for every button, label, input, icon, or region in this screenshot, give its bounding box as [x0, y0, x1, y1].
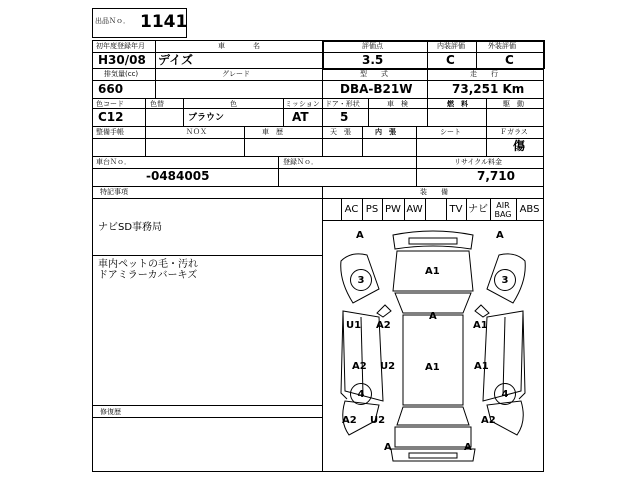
header-score: 評価点	[362, 42, 383, 50]
equip-airbag: AIR BAG	[494, 201, 512, 219]
equip-pw: PW	[385, 204, 401, 215]
header-car-name: 車 名	[218, 42, 260, 50]
damage-rear-a2-right: A2	[481, 415, 496, 426]
value-transmission: AT	[292, 110, 309, 124]
value-model: DBA-B21W	[340, 82, 413, 96]
damage-rear-a2-left: A2	[342, 415, 357, 426]
damage-door-rl-u2: U2	[380, 361, 396, 372]
damage-door-rl-a2: A2	[352, 361, 367, 372]
header-exterior: 外装評価	[488, 42, 516, 50]
equip-aw: AW	[406, 204, 423, 215]
header-inspection: 車 検	[387, 100, 408, 108]
header-model: 型 式	[360, 70, 388, 78]
equip-ps: PS	[365, 204, 379, 215]
value-color-code: C12	[98, 110, 124, 124]
value-interior: C	[446, 53, 455, 67]
value-door: 5	[340, 110, 349, 124]
header-notes: 特記事項	[100, 188, 128, 196]
header-f-glass: Ｆガラス	[500, 128, 528, 136]
car-diagram	[323, 221, 543, 471]
value-color: ブラウン	[188, 113, 225, 123]
damage-rear-center: A1	[425, 362, 440, 373]
value-score: 3.5	[362, 53, 384, 67]
damage-rear-right: 4	[494, 383, 516, 405]
value-f-glass: 傷	[513, 139, 526, 153]
note-line-3: ドアミラーカバーキズ	[98, 270, 198, 281]
damage-rear-left: 4	[350, 383, 372, 405]
header-door: ドア・形状	[325, 100, 360, 108]
header-recycle: リサイクル料金	[454, 158, 503, 166]
listing-number: 1141	[140, 12, 188, 32]
damage-fender-right: 3	[494, 269, 516, 291]
equip-navi: ナビ	[468, 204, 488, 215]
header-sunroof: 天 張	[330, 128, 351, 136]
header-year: 初年度登録年月	[96, 42, 145, 50]
value-recycle: 7,710	[477, 169, 515, 183]
value-chassis: -0484005	[146, 169, 210, 183]
damage-rear-u2: U2	[370, 415, 386, 426]
damage-door-fl-a2: A2	[376, 320, 391, 331]
value-exterior: C	[505, 53, 514, 67]
header-interior-trim: 内 張	[375, 128, 396, 136]
damage-bottom-right: A	[464, 442, 472, 453]
damage-hood: A1	[425, 266, 440, 277]
header-equipment: 装 備	[420, 188, 448, 196]
header-grade: グレード	[222, 70, 250, 78]
damage-front-left: A	[356, 230, 364, 241]
header-displacement: 排気量(cc)	[104, 70, 139, 78]
value-car-name: デイズ	[158, 53, 194, 67]
header-history: 車 歴	[262, 128, 283, 136]
header-color-code: 色コード	[96, 100, 124, 108]
header-registration: 登録Ｎｏ．	[283, 158, 318, 166]
damage-front-right: A	[496, 230, 504, 241]
damage-roof: A	[429, 311, 437, 322]
header-nox: ＮＯＸ	[186, 128, 207, 136]
damage-door-fl-u1: U1	[346, 320, 362, 331]
listing-label: 出品Ｎｏ．	[95, 17, 130, 25]
value-displacement: 660	[98, 82, 124, 96]
header-transmission: ミッション	[285, 100, 320, 108]
damage-fender-left: 3	[350, 269, 372, 291]
header-fuel: 燃 料	[447, 100, 468, 108]
damage-bottom-left: A	[384, 442, 392, 453]
header-seat: シート	[440, 128, 461, 136]
header-color: 色	[230, 100, 237, 108]
header-maintenance: 整備手帳	[96, 128, 124, 136]
equip-ac: AC	[344, 204, 359, 215]
value-year: H30/08	[98, 53, 146, 67]
header-color-swatch: 色替	[150, 100, 164, 108]
header-repair: 修復歴	[100, 408, 121, 416]
header-chassis: 車台Ｎｏ．	[96, 158, 131, 166]
damage-door-fr-a1: A1	[473, 320, 488, 331]
equip-tv: TV	[449, 204, 463, 215]
header-interior: 内装評価	[437, 42, 465, 50]
damage-door-rr-a1: A1	[474, 361, 489, 372]
note-line-2: 車内ペットの毛・汚れ	[98, 259, 198, 270]
value-mileage: 73,251 Km	[452, 82, 525, 96]
equip-abs: ABS	[519, 204, 540, 215]
note-line-1: ナビSD事務局	[98, 222, 163, 233]
header-drive: 駆 動	[503, 100, 524, 108]
header-mileage: 走 行	[470, 70, 498, 78]
